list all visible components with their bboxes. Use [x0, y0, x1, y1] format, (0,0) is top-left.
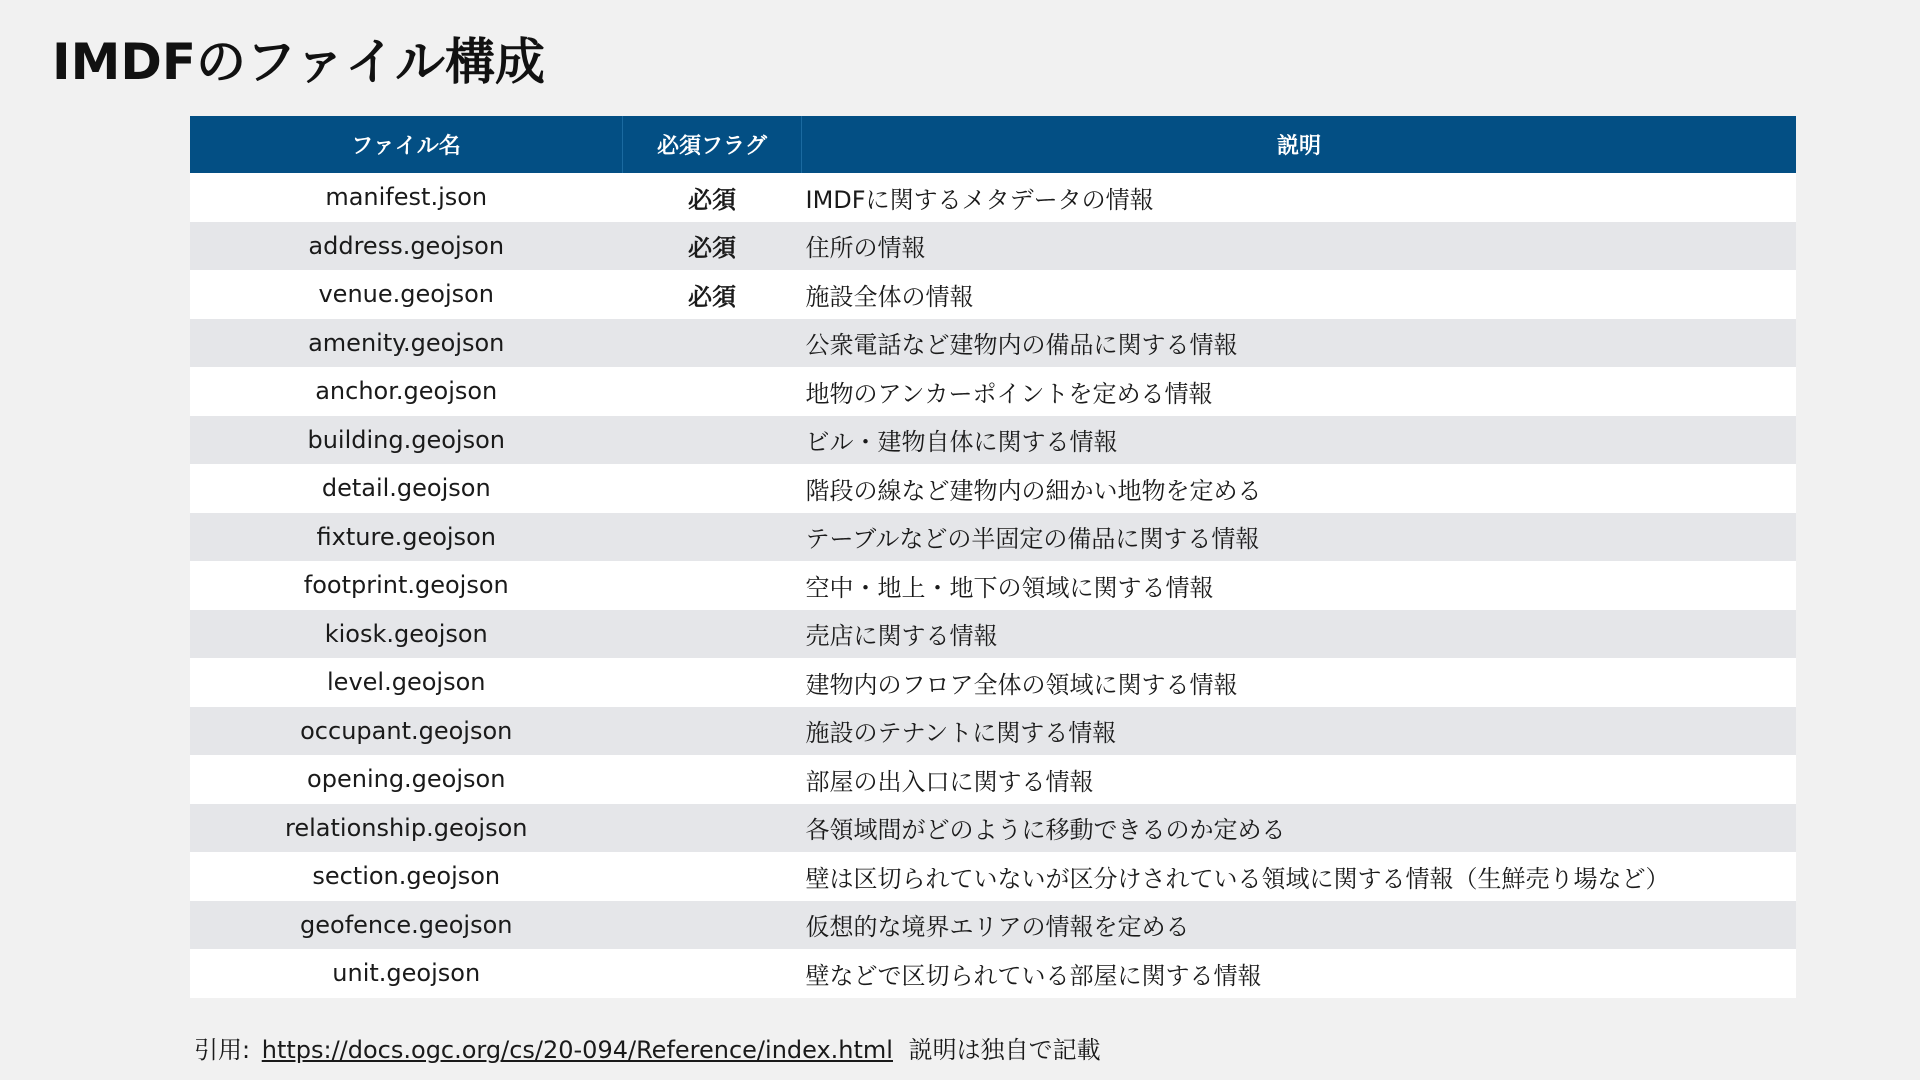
file-name-cell: footprint.geojson — [303, 571, 509, 600]
required-flag-cell — [623, 949, 802, 998]
description-cell: 地物のアンカーポイントを定める情報 — [805, 379, 1213, 408]
required-flag-cell — [623, 561, 802, 610]
citation-note: 説明は独自で記載 — [908, 1036, 1101, 1064]
description-cell: 空中・地上・地下の領域に関する情報 — [805, 573, 1214, 602]
file-name-cell: address.geojson — [308, 231, 505, 260]
required-flag-cell — [623, 610, 802, 659]
description-cell: 仮想的な境界エリアの情報を定める — [805, 913, 1190, 942]
description-cell: 施設全体の情報 — [805, 282, 974, 311]
description-cell: 階段の線など建物内の細かい地物を定める — [805, 476, 1262, 505]
table-row — [190, 755, 1796, 804]
citation — [194, 1030, 1101, 1065]
table-row — [190, 852, 1796, 901]
header-required-flag: 必須フラグ — [623, 116, 802, 173]
required-flag-cell — [623, 658, 802, 707]
table-body — [190, 173, 1796, 998]
required-flag-cell — [623, 416, 802, 465]
file-table-container — [190, 116, 1796, 998]
description-cell: 各領域間がどのように移動できるのか定める — [805, 816, 1286, 845]
table-header — [190, 116, 1796, 173]
required-flag-cell — [623, 707, 802, 756]
file-name-cell: venue.geojson — [318, 280, 495, 309]
description-cell: 建物内のフロア全体の領域に関する情報 — [805, 670, 1238, 699]
table-row — [190, 222, 1796, 271]
description-cell: テーブルなどの半固定の備品に関する情報 — [805, 525, 1260, 554]
description-cell: 売店に関する情報 — [805, 622, 998, 651]
table-row — [190, 464, 1796, 513]
table-row — [190, 173, 1796, 222]
description-cell: 壁などで区切られている部屋に関する情報 — [805, 961, 1262, 990]
table-row — [190, 367, 1796, 416]
file-name-cell: unit.geojson — [332, 959, 481, 988]
file-name-cell: anchor.geojson — [315, 377, 498, 406]
file-name-cell: kiosk.geojson — [324, 619, 488, 648]
table-row — [190, 270, 1796, 319]
file-name-cell: section.geojson — [312, 862, 501, 891]
required-flag-cell — [623, 464, 802, 513]
header-file-name: ファイル名 — [190, 116, 623, 173]
table-row — [190, 658, 1796, 707]
file-name-cell: fixture.geojson — [316, 522, 496, 551]
file-name-cell: opening.geojson — [307, 765, 506, 794]
required-flag-cell — [623, 804, 802, 853]
description-cell: 部屋の出入口に関する情報 — [805, 767, 1094, 796]
description-cell: ビル・建物自体に関する情報 — [805, 428, 1118, 457]
required-flag-cell — [623, 852, 802, 901]
required-flag-cell — [623, 319, 802, 368]
table-row — [190, 949, 1796, 998]
required-flag-cell — [623, 901, 802, 950]
table-row — [190, 707, 1796, 756]
file-name-cell: geofence.geojson — [300, 910, 513, 939]
required-flag-cell — [623, 755, 802, 804]
required-flag-cell — [623, 513, 802, 562]
required-flag-cell: 必須 — [688, 234, 736, 263]
table-row — [190, 561, 1796, 610]
table-header-row — [190, 116, 1796, 173]
table-row — [190, 319, 1796, 368]
description-cell: 公衆電話など建物内の備品に関する情報 — [805, 331, 1238, 360]
table-row — [190, 610, 1796, 659]
header-description: 説明 — [1276, 134, 1321, 159]
file-name-cell: occupant.geojson — [300, 716, 513, 745]
description-cell: 壁は区切られていないが区分けされている領域に関する情報（生鮮売り場など） — [805, 864, 1670, 893]
file-name-cell: relationship.geojson — [285, 813, 528, 842]
description-cell: 住所の情報 — [805, 234, 926, 263]
imdf-file-table — [190, 116, 1796, 998]
required-flag-cell: 必須 — [688, 282, 736, 311]
required-flag-cell: 必須 — [688, 185, 736, 214]
table-row — [190, 804, 1796, 853]
table-row — [190, 416, 1796, 465]
file-name-cell: manifest.json — [325, 183, 488, 212]
page-title: IMDFのファイル構成 — [52, 33, 546, 91]
file-name-cell: building.geojson — [307, 425, 505, 454]
citation-prefix: 引用: — [194, 1036, 251, 1064]
file-name-cell: amenity.geojson — [308, 328, 505, 357]
file-name-cell: detail.geojson — [321, 474, 491, 503]
table-row — [190, 513, 1796, 562]
description-cell: 施設のテナントに関する情報 — [805, 719, 1117, 748]
file-name-cell: level.geojson — [327, 668, 486, 697]
citation-link[interactable]: https://docs.ogc.org/cs/20-094/Reference/index.html — [261, 1036, 893, 1064]
description-cell: IMDFに関するメタデータの情報 — [805, 185, 1154, 214]
table-row — [190, 901, 1796, 950]
required-flag-cell — [623, 367, 802, 416]
